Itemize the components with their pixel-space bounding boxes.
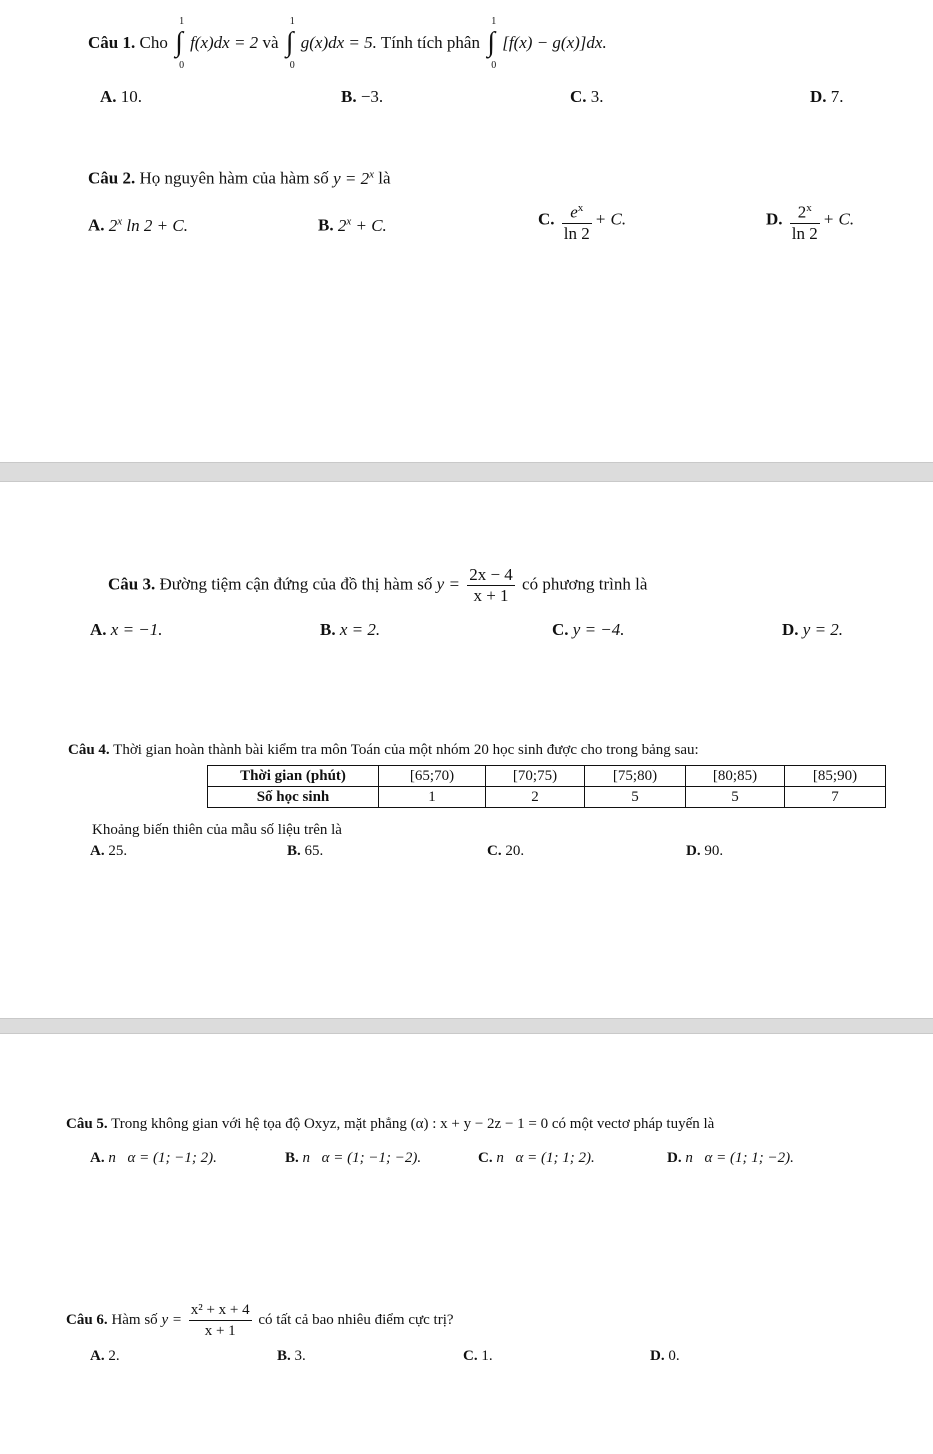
table-cell: [65;70)	[379, 766, 486, 787]
question-text: có phương trình là	[522, 574, 648, 594]
integral-sign: ∫ 1 0	[285, 16, 295, 71]
question-text: Đường tiệm cận đứng của đồ thị hàm số	[159, 574, 433, 594]
option-d[interactable]: D. 0.	[650, 1348, 680, 1364]
option-c[interactable]: C. 3.	[570, 87, 604, 106]
option-a[interactable]: A. 10.	[100, 87, 143, 106]
option-a[interactable]: A. 2$^x$ ln 2 + C.	[88, 215, 188, 235]
option-c[interactable]: C. 1.	[463, 1348, 493, 1364]
question-4	[68, 742, 699, 759]
question-label: Câu 4.	[68, 742, 110, 758]
math-expression: g(x)dx = 5.	[300, 32, 377, 52]
data-table	[207, 765, 886, 808]
table-cell: 7	[785, 787, 886, 808]
table-header: Thời gian (phút)	[208, 766, 379, 787]
table-cell: [85;90)	[785, 766, 886, 787]
question-text: Trong không gian với hệ tọa độ Oxyz, mặt phẳng (α) : x + y − 2z − 1 = 0 có một vectơ pháp tuyến là	[111, 1116, 715, 1132]
option-b[interactable]: B. $2^x + C$.	[318, 215, 387, 235]
question-label: Câu 3.	[108, 574, 156, 594]
fraction: $\frac{2x - 4}{x + 1}$	[469, 565, 513, 605]
option-b[interactable]: B. n⃗α = (1; −1; −2).	[285, 1150, 422, 1166]
question-6	[66, 1300, 454, 1341]
question-text: có tất cả bao nhiêu điểm cực trị?	[258, 1311, 454, 1328]
panel-separator-2	[0, 1018, 933, 1034]
fraction: $\frac{\text{x² + x + 4}}{x + 1}$	[190, 1302, 250, 1339]
option-d[interactable]: D. 7.	[810, 87, 844, 106]
table-cell: [70;75)	[486, 766, 585, 787]
option-b[interactable]: B. 3.	[277, 1348, 306, 1364]
option-b[interactable]: B. 65.	[287, 843, 324, 859]
question-label: Câu 2.	[88, 168, 136, 188]
option-b[interactable]: B. −3.	[341, 87, 384, 106]
table-cell: 5	[686, 787, 785, 808]
integral-sign: ∫ 1 0	[487, 16, 497, 71]
question-text: Hàm số	[111, 1311, 158, 1328]
question-2	[88, 168, 391, 189]
question-label: Câu 1.	[88, 32, 136, 52]
table-header: Số học sinh	[208, 787, 379, 808]
math-expression: y =	[436, 574, 460, 594]
integral-sign: ∫ 1 0	[175, 16, 185, 71]
option-a[interactable]: A. x = −1.	[90, 620, 163, 639]
question-label: Câu 6.	[66, 1311, 108, 1328]
option-a[interactable]: A. 25.	[90, 843, 128, 859]
table-cell: [75;80)	[585, 766, 686, 787]
question-text: Khoảng biến thiên của mẫu số liệu trên là	[92, 822, 342, 838]
question-1	[88, 16, 607, 71]
option-d[interactable]: D. 90.	[686, 843, 724, 859]
option-a[interactable]: A. n⃗α = (1; −1; 2).	[90, 1150, 217, 1166]
option-a[interactable]: A. 2.	[90, 1348, 120, 1364]
math-expression: $y = 2^x$	[333, 168, 374, 188]
option-c[interactable]: C. n⃗α = (1; 1; 2).	[478, 1150, 595, 1166]
table-cell: 1	[379, 787, 486, 808]
option-c[interactable]: C. $\frac{e^x}{\ln 2}$ + C.	[538, 198, 626, 244]
question-5	[66, 1116, 714, 1133]
table-row	[208, 787, 886, 808]
option-d[interactable]: D. $\frac{2^x}{\ln 2}$ + C.	[766, 198, 854, 244]
question-text: là	[378, 168, 391, 188]
option-b[interactable]: B. x = 2.	[320, 620, 381, 639]
math-expression: [f(x) − g(x)]dx.	[502, 32, 607, 52]
option-c[interactable]: C. y = −4.	[552, 620, 625, 639]
question-text: Thời gian hoàn thành bài kiểm tra môn Toán của một nhóm 20 học sinh được cho trong bảng sau:	[113, 742, 699, 758]
table-cell: [80;85)	[686, 766, 785, 787]
question-text: Cho	[139, 32, 168, 52]
math-expression: f(x)dx = 2	[190, 32, 259, 52]
question-text: Họ nguyên hàm của hàm số	[139, 168, 329, 188]
question-label: Câu 5.	[66, 1116, 108, 1132]
option-c[interactable]: C. 20.	[487, 843, 525, 859]
option-d[interactable]: D. y = 2.	[782, 620, 844, 639]
table-cell: 5	[585, 787, 686, 808]
math-expression: y =	[161, 1311, 182, 1328]
question-text: và	[262, 32, 279, 52]
table-row	[208, 766, 886, 787]
option-d[interactable]: D. n⃗α = (1; 1; −2).	[667, 1150, 794, 1166]
table-cell: 2	[486, 787, 585, 808]
panel-separator-1	[0, 462, 933, 482]
question-3	[108, 565, 647, 606]
question-text: Tính tích phân	[380, 32, 480, 52]
